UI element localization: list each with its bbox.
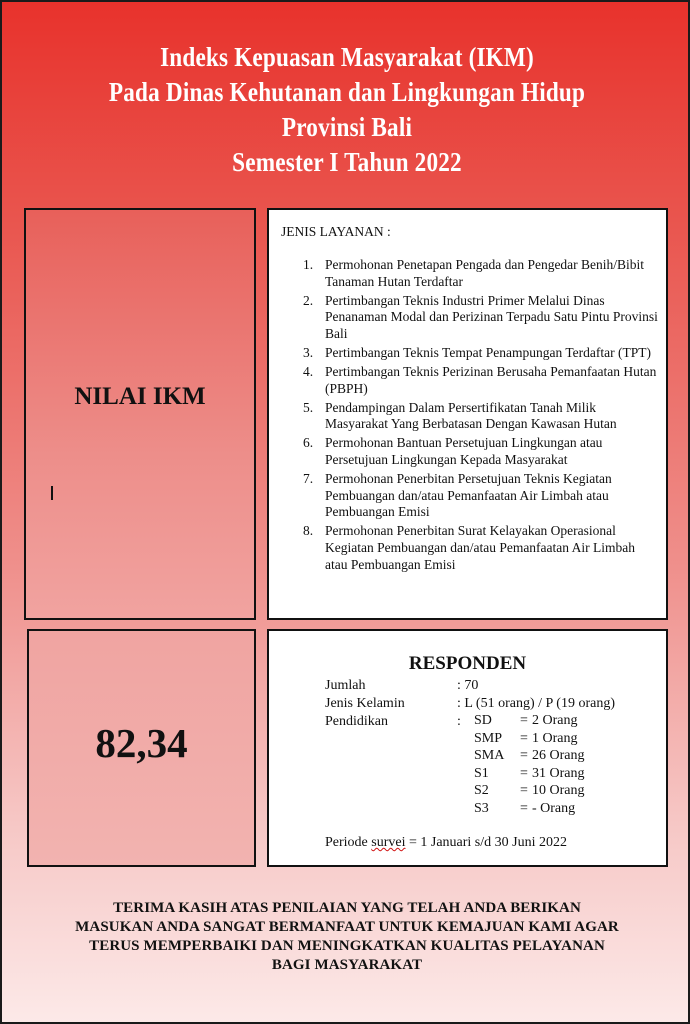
education-level: SMP: [474, 730, 503, 746]
service-item: [303, 435, 658, 468]
ikm-score: 82,34: [95, 720, 188, 766]
poster-title: [2, 40, 690, 180]
service-item: [303, 345, 658, 362]
jumlah-value: : 70: [457, 678, 479, 693]
service-text: Permohonan Penetapan Pengada dan Pengedar Benih/Bibit Tanaman Hutan Terdaftar: [325, 257, 645, 289]
service-item: [303, 257, 658, 290]
period-word: survei: [371, 835, 406, 850]
service-item: [303, 400, 658, 433]
service-text: Pertimbangan Teknis Perizinan Berusaha Pemanfaatan Hutan (PBPH): [325, 364, 657, 396]
service-number: 2.: [303, 292, 314, 308]
respondents-title: RESPONDEN: [408, 653, 527, 674]
services-list: [303, 257, 658, 576]
service-item: [303, 364, 658, 397]
footer-line-3: TERUS MEMPERBAIKI DAN MENINGKATKAN KUALITAS PELAYANAN: [89, 938, 605, 954]
services-heading: JENIS LAYANAN :: [281, 224, 391, 239]
title-line-4: Semester I Tahun 2022: [232, 147, 462, 177]
education-level: S3: [474, 800, 489, 816]
respondents-box: [267, 629, 668, 867]
services-box: [267, 208, 668, 620]
service-item: [303, 523, 658, 573]
education-count: 31 Orang: [532, 765, 585, 781]
service-text: Permohonan Penerbitan Surat Kelayakan Operasional Kegiatan Pembuangan dan/atau Pemanfaatan Air Limbah atau Pembuangan Emisi: [325, 523, 636, 572]
service-item: [303, 293, 658, 343]
footer-line-1: TERIMA KASIH ATAS PENILAIAN YANG TELAH ANDA BERIKAN: [113, 900, 581, 916]
jumlah-label: Jumlah: [325, 678, 366, 693]
nilai-label-box: [24, 208, 256, 620]
education-eq: =: [520, 765, 528, 781]
thank-you-note: [2, 899, 690, 975]
education-eq: =: [520, 730, 528, 746]
education-eq: =: [520, 713, 528, 728]
service-item: [303, 471, 658, 521]
service-text: Pertimbangan Teknis Industri Primer Melalui Dinas Penanaman Modal dan Perizinan Terpadu Satu Pintu Provinsi Bali: [325, 292, 658, 341]
footer-line-4: BAGI MASYARAKAT: [271, 957, 423, 973]
education-eq: =: [520, 783, 528, 798]
nilai-ikm-label: NILAI IKM: [74, 383, 206, 410]
service-number: 4.: [303, 364, 314, 380]
text-cursor: [51, 486, 53, 500]
education-colon: :: [457, 714, 461, 729]
gender-value: : L (51 orang) / P (19 orang): [457, 696, 615, 711]
education-level: S2: [474, 783, 489, 798]
survey-period: [325, 835, 567, 851]
education-level: S1: [474, 765, 489, 781]
title-line-2: Pada Dinas Kehutanan dan Lingkungan Hidup: [108, 77, 586, 107]
gender-label: Jenis Kelamin: [325, 696, 405, 711]
education-count: 10 Orang: [532, 783, 585, 798]
service-number: 5.: [303, 399, 314, 415]
education-level: SD: [474, 713, 492, 728]
service-number: 8.: [303, 523, 314, 539]
education-count: - Orang: [532, 800, 576, 816]
service-text: Permohonan Penerbitan Persetujuan Teknis Kegiatan Pembuangan dan/atau Pemanfaatan Air Limbah atau Pembuangan Emisi: [325, 471, 612, 520]
education-label: Pendidikan: [325, 714, 388, 729]
service-number: 6.: [303, 435, 314, 451]
period-value: = 1 Januari s/d 30 Juni 2022: [405, 835, 567, 850]
service-number: 1.: [303, 257, 314, 272]
education-count: 2 Orang: [532, 713, 578, 728]
education-count: 1 Orang: [532, 730, 578, 746]
title-line-3: Provinsi Bali: [281, 112, 413, 142]
education-count: 26 Orang: [532, 748, 585, 763]
education-level: SMA: [474, 748, 505, 763]
service-number: 3.: [303, 344, 314, 360]
service-number: 7.: [303, 471, 314, 487]
score-box: [27, 629, 256, 867]
footer-line-2: MASUKAN ANDA SANGAT BERMANFAAT UNTUK KEMAJUAN KAMI AGAR: [75, 919, 619, 935]
service-text: Pendampingan Dalam Persertifikatan Tanah Milik Masyarakat Yang Berbatasan Dengan Kawasan Hutan: [325, 399, 617, 432]
period-prefix: Periode: [325, 835, 368, 850]
education-eq: =: [520, 800, 528, 816]
education-eq: =: [520, 748, 528, 763]
service-text: Pertimbangan Teknis Tempat Penampungan Terdaftar (TPT): [325, 344, 651, 360]
service-text: Permohonan Bantuan Persetujuan Lingkungan atau Persetujuan Lingkungan Kepada Masyarakat: [325, 435, 603, 468]
title-line-1: Indeks Kepuasan Masyarakat (IKM): [160, 42, 534, 72]
